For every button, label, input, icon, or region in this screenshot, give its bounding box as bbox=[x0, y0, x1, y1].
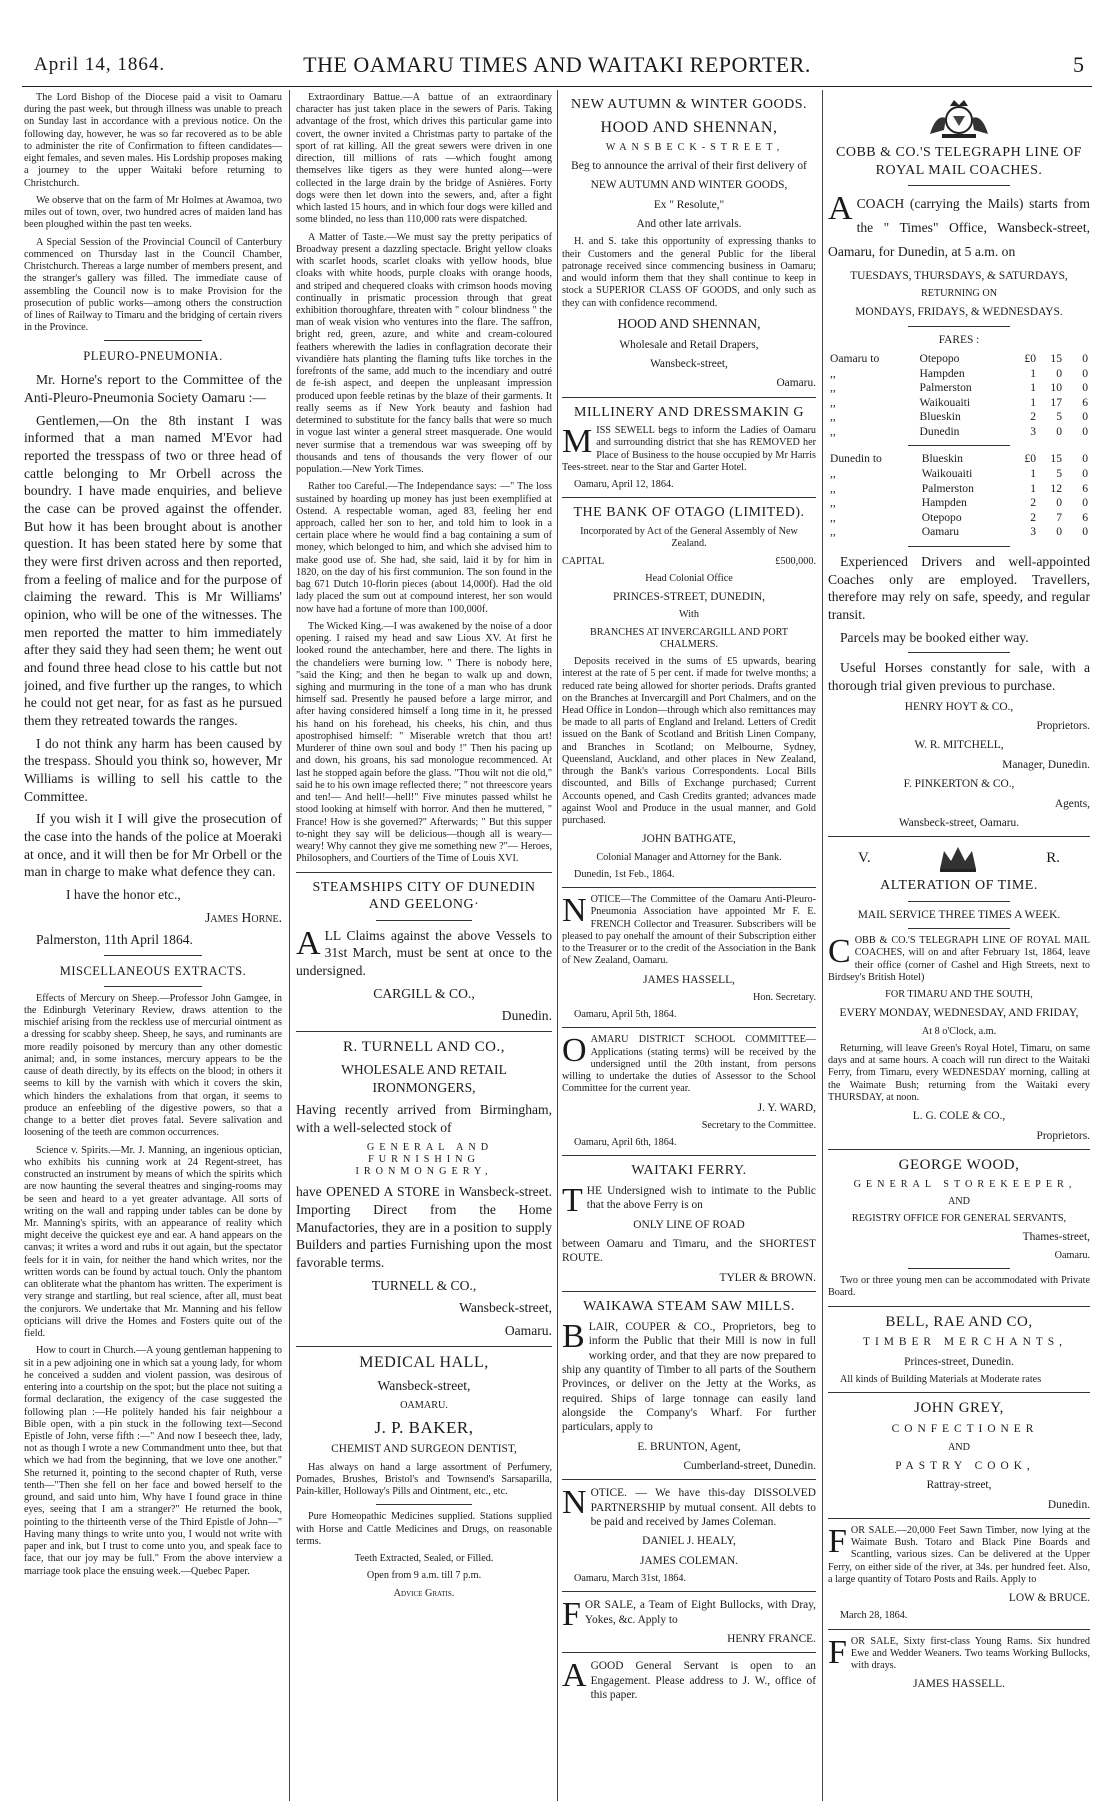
fare-pounds: 1 bbox=[1030, 366, 1036, 380]
steamship-ad bbox=[296, 924, 552, 1025]
divider bbox=[908, 928, 1010, 929]
wood-address: Thames-street, bbox=[1022, 1231, 1090, 1244]
ferry-body: HE Undersigned wish to intimate to the Public that the above Ferry is on bbox=[586, 1185, 816, 1212]
divider bbox=[908, 901, 1010, 902]
school-body: AMARU DISTRICT SCHOOL COMMITTEE—Applications (stating terms) will be received by the undersigned until the 20th instant, from persons willing to undertake the duties of Assessor to the School Committee for the current year. bbox=[562, 1034, 816, 1095]
fare-from: ,, bbox=[830, 366, 836, 380]
cobb-body: Parcels may be booked either way. bbox=[840, 629, 1029, 645]
grey-subheading: CONFECTIONER bbox=[891, 1423, 1039, 1436]
fare-pence: 6 bbox=[1082, 481, 1088, 495]
steamship-place: Dunedin. bbox=[501, 1008, 552, 1024]
notice-signature: Hon. Secretary. bbox=[753, 991, 816, 1003]
fare-pence: 0 bbox=[1082, 525, 1088, 539]
fare-from: Oamaru to bbox=[830, 351, 880, 365]
dropcap: B bbox=[562, 1317, 585, 1355]
ferry-ad bbox=[562, 1184, 816, 1285]
column-2 bbox=[296, 92, 552, 1803]
cobb-signature: Agents, bbox=[1054, 797, 1090, 810]
fare-pence: 0 bbox=[1082, 496, 1088, 510]
turnell-address: Wansbeck-street, bbox=[459, 1300, 552, 1316]
sawmill-signature: E. BRUNTON, Agent, bbox=[637, 1440, 741, 1453]
pleuro-paragraph: Gentlemen,—On the 8th instant I was informed that a man named M'Evor had reported the tresspass of two or three head of cattle belonging to Mr Orbell across the boundry. I have made enquiries, and believe the case can be proved against the offender. But how it has been brought about is another question. It has been stated here by some that they were first driven across and then reported, from a feeling of malice and for the purpose of claiming the reward. This is Mr Williams' opinion, who will be one of the witnesses. The men reported the matter to him immediately after they said they had seen them; he went out and found three head close to his cattle but not joined, and five further up the ranges, to which he could not get near, for as fast as he pursued them they retreated towards the ranges. bbox=[24, 412, 282, 728]
fare-destination: Hampden bbox=[919, 366, 965, 380]
cobb-body: Useful Horses constantly for sale, with a thorough trial given previous to purchase. bbox=[828, 660, 1090, 694]
pleuro-signature: James Horne. bbox=[205, 909, 282, 925]
cobb-days: MONDAYS, FRIDAYS, & WEDNESDAYS. bbox=[855, 306, 1063, 319]
fare-destination: Palmerston bbox=[921, 481, 974, 495]
page-number: 5 bbox=[1073, 52, 1084, 77]
ferry-signature: TYLER & BROWN. bbox=[719, 1271, 816, 1284]
divider bbox=[828, 1392, 1090, 1393]
bank-office: Head Colonial Office bbox=[645, 572, 733, 584]
pleuro-paragraph: I do not think any harm has been caused by the trespass. Should you think so, however, Mr Williams is willing to sell his cattle to the Committee. bbox=[24, 735, 282, 804]
fare-from: Dunedin to bbox=[830, 452, 882, 466]
dropcap: A bbox=[296, 924, 321, 962]
divider bbox=[562, 1027, 816, 1028]
mail-days: EVERY MONDAY, WEDNESDAY, AND FRIDAY, bbox=[839, 1007, 1079, 1020]
bank-date: Dunedin, 1st Feb., 1864. bbox=[574, 868, 675, 880]
cobb-signature: W. R. MITCHELL, bbox=[914, 739, 1004, 752]
bell-subheading: TIMBER MERCHANTS, bbox=[863, 1336, 1067, 1349]
fare-from: ,, bbox=[830, 496, 836, 510]
divider bbox=[828, 1629, 1090, 1630]
school-ad bbox=[562, 1034, 816, 1149]
divider bbox=[908, 652, 1010, 653]
wood-subheading: REGISTRY OFFICE FOR GENERAL SERVANTS, bbox=[851, 1213, 1067, 1225]
grey-address: Rattray-street, bbox=[926, 1479, 992, 1492]
divider bbox=[562, 497, 816, 498]
fare-pounds: 2 bbox=[1030, 410, 1036, 424]
servant-body: GOOD General Servant is open to an Engagement. Please address to J. W., office of this paper. bbox=[590, 1660, 816, 1702]
bank-branches: BRANCHES AT INVERCARGILL AND PORT CHALMERS. bbox=[589, 626, 789, 650]
divider bbox=[296, 1031, 552, 1032]
misc-extract: A Matter of Taste.—We must say the pretty peripatics of Broadway present a dazzling spectacle. Bright yellow cloaks with scarlet hoods, scarlet cloaks with yellow hoods, blue cloaks with white hoods, purple cloaks with orange hoods, and striped and chequered cloaks with crimson hoods moving continually in prismatic procession through that great exhibition thoroughfare, threaten with " colour blindness " the man of weak vision who ventures into the flare. The saffron, bright red, green, azure, and white and cream-coloured feathers wherewith the ladies in conflagration decorate their vivandière hats planting the flaming tufts like torches in the forefronts of the same, add much to the incendiary and outré de fe-ish aspect, and deepen the unpleasant impression produced upon feeble retinas by the blaze of their garments. It really seems as if New York beauty and fashion had determined to substitute for the fancy balls that were so much in vogue last winter a general street masquerade. One would never surmise that a tremendous war was sweeping off by thousands and tens of thousands the very flower of our population.—New York Times. bbox=[296, 231, 552, 476]
vr-left: V. bbox=[858, 849, 871, 866]
divider bbox=[376, 920, 472, 921]
fare-pence: 6 bbox=[1082, 510, 1088, 524]
fare-destination: Dunedin bbox=[919, 424, 960, 438]
fare-from: ,, bbox=[830, 410, 836, 424]
fare-row bbox=[828, 511, 1090, 526]
dropcap: O bbox=[562, 1032, 587, 1070]
fare-row bbox=[828, 396, 1090, 411]
fare-pence: 0 bbox=[1082, 452, 1088, 466]
baker-advice: Advice Gratis. bbox=[393, 1587, 455, 1599]
sawmill-title: WAIKAWA STEAM SAW MILLS. bbox=[583, 1299, 795, 1315]
medical-hall-street: Wansbeck-street, bbox=[377, 1377, 471, 1393]
turnell-heading: R. TURNELL AND CO., bbox=[342, 1039, 505, 1056]
divider bbox=[562, 1591, 816, 1592]
fare-destination: Waikouaiti bbox=[919, 395, 971, 409]
bank-body: Deposits received in the sums of £5 upwards, bearing interest at the rate of 5 per cent. if made for twelve months; a reduced rate being allowed for shorter periods. Drafts granted on the Branches at Invercargill and Port Chalmers, and on the Head Office in London—through which also remittances may be made to all parts of England and Ireland. Letters of Credit issued on the Bank of Scotland and British Linen Company, and Branches in Scotland; on Melbourne, Sydney, Queensland, Auckland, and other places in New Zealand, through the Bank's various Correspondents. Local Bills discounted, and Bills of Exchange purchased; Current Accounts opened, and Cash Credits granted; advances made against Wool and Produce in the usual manner, and Gold purchased. bbox=[562, 656, 816, 827]
fare-shillings: 0 bbox=[1056, 525, 1062, 539]
servant-ad bbox=[562, 1659, 816, 1702]
cobb-signature: HENRY HOYT & CO., bbox=[904, 700, 1014, 713]
dropcap: F bbox=[562, 1596, 581, 1634]
issue-date: April 14, 1864. bbox=[34, 54, 166, 75]
fare-row bbox=[828, 525, 1090, 540]
fare-pence: 6 bbox=[1082, 395, 1088, 409]
misc-extract: Science v. Spirits.—Mr. J. Manning, an ingenious optician, who exhibits his cunning work at 24 Regent-street, has constructed an instrument by means of which the spirits which are now haunting the several theatres and singing-rooms may be seen and heard to a yet greater advantage. All sorts of writing on the wall and rapping under tables can be done by Mr. Manning's spirits, with an appearance of reality which might deceive the quickest eye and ear. A hand appears on the canvas; it writes a word and rubs it out again, but the spectator feels for it in vain, for neither the hand which writes, nor the written words can be found by actual touch. Only the phantom can obliterate what the phantom has written. The experiment is very strange and startling, but real science, after all, must beat the conjurors. We undertake that Mr. Manning and his fellow opticians will drive the Homes and Fosters quite out of the field. bbox=[24, 1144, 282, 1340]
turnell-stock: GENERAL AND FURNISHING IRONMONGERY, bbox=[355, 1141, 494, 1178]
dissolution-signature: JAMES COLEMAN. bbox=[639, 1554, 739, 1567]
mail-destination: FOR TIMARU AND THE SOUTH, bbox=[885, 989, 1033, 1001]
divider bbox=[562, 1652, 816, 1653]
cobb-title: COBB & CO.'S TELEGRAPH LINE OF ROYAL MAIL COACHES. bbox=[836, 145, 1082, 178]
divider bbox=[376, 1504, 472, 1505]
fare-from: ,, bbox=[830, 424, 836, 438]
cobb-signature: Manager, Dunedin. bbox=[1002, 758, 1090, 771]
column-rule bbox=[289, 90, 290, 1801]
fare-destination: Blueskin bbox=[921, 452, 963, 466]
misc-title: MISCELLANEOUS EXTRACTS. bbox=[59, 964, 247, 979]
turnell-subheading: WHOLESALE AND RETAIL IRONMONGERS, bbox=[341, 1062, 507, 1095]
medical-hall-town: OAMARU. bbox=[400, 1399, 448, 1411]
bank-signature: Colonial Manager and Attorney for the Bank. bbox=[596, 851, 782, 863]
sawmill-body: LAIR, COUPER & CO., Proprietors, beg to inform the Public that their Mill is now in full working order, and that they are now prepared to ship any quantity of Timber to all parts of the Southern Provinces, or deliver on the Jetty at the Works, as required. Ships of large tonnage can easily land alongside the Company's Wharf. For further particulars, apply to bbox=[562, 1320, 816, 1434]
fare-pounds: £0 bbox=[1024, 452, 1036, 466]
mail-body: Returning, will leave Green's Royal Hotel, Timaru, on same days and at same hours. A coach will run direct to the Waitaki Ferry, from Timaru, every WEDNESDAY morning, calling at the Waimate Bush; returning from the Waitaki every THURSDAY, at noon. bbox=[828, 1043, 1090, 1103]
baker-body: Pure Homeopathic Medicines supplied. Stations supplied with Horse and Cattle Medicines and Drugs, on reasonable terms. bbox=[296, 1511, 552, 1547]
dropcap: M bbox=[562, 423, 593, 461]
timber-signature: LOW & BRUCE. bbox=[1008, 1592, 1090, 1605]
dropcap: A bbox=[562, 1657, 587, 1695]
divider bbox=[104, 986, 202, 987]
fare-pence: 0 bbox=[1082, 424, 1088, 438]
bank-capital bbox=[562, 556, 816, 568]
pleuro-place: Palmerston, 11th April 1864. bbox=[36, 932, 193, 948]
grey-subheading: PASTRY COOK, bbox=[895, 1459, 1035, 1472]
fare-shillings: 17 bbox=[1050, 395, 1062, 409]
fare-from: ,, bbox=[830, 525, 836, 539]
fare-row bbox=[828, 367, 1090, 382]
fare-destination: Otepopo bbox=[921, 510, 962, 524]
timber-date: March 28, 1864. bbox=[840, 1610, 908, 1622]
local-news-holmes: We observe that on the farm of Mr Holmes at Awamoa, two miles out of town, over, two hundred acres of maiden land has been ploughed within the past ten weeks. bbox=[24, 194, 282, 231]
mail-title: MAIL SERVICE THREE TIMES A WEEK. bbox=[857, 908, 1061, 921]
fare-row bbox=[828, 425, 1090, 440]
millinery-body: ISS SEWELL begs to inform the Ladies of Oamaru and surrounding district that she has REMOVED her Place of Business to the house occupied by Mr Harris Tees-street. near to the Star and Garter Hotel. bbox=[562, 425, 816, 473]
local-news-council: A Special Session of the Provincial Council of Canterbury commenced on Thursday last in the Council Chamber, Christchurch. Thereas a large number of members present, and the stranger's gallery was filled. The immediate cause of assembling the Council now is to make Provision for the prosecution of public works—among others the construction of lines of Railway to Timaru and the bridging of certain rivers in the Province. bbox=[24, 236, 282, 334]
dropcap: C bbox=[828, 933, 851, 971]
header-rule bbox=[22, 86, 1092, 87]
misc-extract: Extraordinary Battue.—A battue of an extraordinary character has just taken place in the sewers of Paris. Taking advantage of the frost, which drives this particular game into covert, the owner invited a Christmas party to partake of the sport of rat killing. All the great sewers were driven in one direction, till millions of rats —which fought among themselves like tigers as they were hunted along—were collected in the large drain by the bridge of Asnières. Forty dogs were then let down into the sewers, and, after a fight which lasted 15 hours, and in which four dogs were killed and some blinded, no less than 110,000 rats were dispatched. bbox=[296, 92, 552, 226]
baker-hours: Open from 9 a.m. till 7 p.m. bbox=[366, 1570, 482, 1582]
hood-street: WANSBECK-STREET, bbox=[605, 141, 785, 153]
cobb-ad bbox=[828, 192, 1090, 268]
fare-destination: Blueskin bbox=[919, 410, 961, 424]
fare-pounds: 1 bbox=[1030, 467, 1036, 481]
bank-otago-title: THE BANK OF OTAGO (LIMITED). bbox=[573, 505, 805, 521]
divider bbox=[562, 1291, 816, 1292]
cobb-body: COACH (carrying the Mails) starts from the " Times" Office, Wansbeck-street, Oamaru, for Dunedin, at 5 a.m. on bbox=[828, 196, 1090, 259]
fare-destination: Hampden bbox=[921, 496, 967, 510]
fare-row bbox=[828, 482, 1090, 497]
mail-time: At 8 o'Clock, a.m. bbox=[921, 1025, 997, 1037]
fare-shillings: 5 bbox=[1056, 467, 1062, 481]
dissolution-signature: DANIEL J. HEALY, bbox=[642, 1535, 736, 1548]
fare-pounds: 1 bbox=[1030, 381, 1036, 395]
fare-shillings: 15 bbox=[1050, 351, 1062, 365]
fare-pence: 0 bbox=[1082, 351, 1088, 365]
fare-destination: Oamaru bbox=[921, 525, 960, 539]
divider bbox=[828, 1518, 1090, 1519]
fare-shillings: 7 bbox=[1056, 510, 1062, 524]
divider bbox=[908, 326, 1010, 327]
fare-shillings: 5 bbox=[1056, 410, 1062, 424]
fare-shillings: 0 bbox=[1056, 496, 1062, 510]
hood-body: H. and S. take this opportunity of expressing thanks to their Customers and the general Public for the liberal patronage received since commencing business in Oamaru; and would inform them that they shall continue to keep in stock a SUPERIOR CLASS OF GOODS, and only such as they can with confidence recommend. bbox=[562, 236, 816, 309]
royal-arms-icon bbox=[924, 96, 994, 140]
fare-pounds: £0 bbox=[1024, 351, 1036, 365]
rams-body: OR SALE, Sixty first-class Young Rams. Six hundred Ewe and Wedder Weaners. Two teams Working Bullocks, with drays. bbox=[850, 1635, 1090, 1672]
sawmill-signature: Cumberland-street, Dunedin. bbox=[683, 1460, 816, 1473]
fare-pounds: 1 bbox=[1030, 481, 1036, 495]
pleuro-paragraph: If you wish it I will give the prosecution of the case into the hands of the police at Moeraki at once, and it will then be for Mr Orbell or the man in charge to make what defence they can. bbox=[24, 811, 282, 880]
bell-body: All kinds of Building Materials at Moderate rates bbox=[840, 1374, 1042, 1386]
fare-row bbox=[828, 381, 1090, 396]
divider bbox=[104, 340, 202, 341]
bank-capital-value: £500,000. bbox=[775, 555, 816, 567]
steamship-signature: CARGILL & CO., bbox=[373, 985, 475, 1001]
divider bbox=[562, 1155, 816, 1156]
fare-shillings: 12 bbox=[1050, 481, 1062, 495]
divider bbox=[828, 1149, 1090, 1150]
steamship-title: STEAMSHIPS CITY OF DUNEDIN AND GEELONG· bbox=[312, 879, 536, 913]
cobb-returning: RETURNING ON bbox=[920, 287, 998, 299]
baker-subheading: CHEMIST AND SURGEON DENTIST, bbox=[331, 1443, 517, 1456]
bullocks-body: OR SALE, a Team of Eight Bullocks, with Dray, Yokes, &c. Apply to bbox=[584, 1599, 816, 1626]
fare-shillings: 10 bbox=[1050, 381, 1062, 395]
notice-body: OTICE—The Committee of the Oamaru Anti-Pleuro-Pneumonia Association have appointed Mr F. E. FRENCH Collector and Treasurer. Subscribers will be pleased to pay onehalf the amount of their Subscription either to the Treasurer or to the credit of the Association in the Bank of New Zealand, Oamaru. bbox=[562, 894, 816, 967]
fare-from: ,, bbox=[830, 395, 836, 409]
fare-shillings: 15 bbox=[1050, 452, 1062, 466]
divider bbox=[908, 1268, 1010, 1269]
fare-destination: Otepopo bbox=[919, 351, 960, 365]
divider bbox=[562, 1479, 816, 1480]
dropcap: N bbox=[562, 892, 587, 930]
divider bbox=[908, 185, 1010, 186]
rams-ad bbox=[828, 1633, 1090, 1692]
mail-ad bbox=[828, 935, 1090, 989]
crown-icon bbox=[936, 843, 980, 873]
dropcap: F bbox=[828, 1633, 847, 1671]
fares-table-oamaru bbox=[828, 352, 1090, 440]
misc-extract: The Wicked King.—I was awakened by the noise of a door opening. I raised my head and saw Lious XV. At first he looked round the antechamber, here and there. The lights in the chandeliers were burning low. " There is nobody here, "said the King; and then he began to walk up and down, sighing and murmuring in the tone of a man who has drunk himself sad. Presently he paused before a large mirror, and after having considered himself a long time in it, he pressed his hand on his forehead, his cheeks, his chin, and thus apostrophised himself: " Miserable wretch that thou art! Murderer of thine own soul and body !" Then his pacing up and down, his groans, his sad monologue recommenced. At last he stopped again before the glass. "Thou wilt not die old," said he to his own image reflected there; " not threescore years and ten!— And hell!—hell!" Five minutes passed whilst he stood looking at himself with horror. And then he muttered, " France! How is she governed?" Afterwards; " But this supper to-night they say will be delicious—though all is weary—weary! Why cannot they give me something new ?"— Heroes, Philosophers, and Courtiers of the Time of Louis XVI. bbox=[296, 620, 552, 865]
misc-extract: How to court in Church.—A young gentleman happening to sit in a pew adjoining one in which sat a young lady, for whom he conceived a sudden and violent passion, was desirous of entering into a courtship on the spot; but the place not suiting a formal declaration, the exigency of the case suggested the following plan :—He politely handed his fair neighbour a Bible open, with a pin stuck in the following text—Second Epistle of John, verse fifth :—" And now I beseech thee, lady, not as though I wrote a new Commandment unto thee, but that which we had from the beginning, that we love one another." She returned it, pointing to the second chapter of Ruth, verse tenth—"Then she fell on her face and bowed herself to the ground, and said unto him, Why have I found grace in thine eyes, seeing that I am a stranger?" He returned the book, pointing to the thirteenth verse of the Third Epistle of John—" Having many things to write unto you, I would not write with paper and ink, but I trust to come unto you, and speak face to face, that our joy may be full." From the above interview a marriage took place the ensuing week.—Quebec Paper. bbox=[24, 1345, 282, 1577]
fare-row bbox=[828, 467, 1090, 482]
mail-signature: L. G. COLE & CO., bbox=[912, 1110, 1006, 1123]
cobb-signature: F. PINKERTON & CO., bbox=[903, 778, 1015, 791]
notice-ad bbox=[562, 894, 816, 1021]
grey-heading: JOHN GREY, bbox=[914, 1400, 1004, 1417]
dissolution-date: Oamaru, March 31st, 1864. bbox=[574, 1573, 687, 1585]
school-date: Oamaru, April 6th, 1864. bbox=[574, 1137, 677, 1149]
fare-pence: 0 bbox=[1082, 410, 1088, 424]
vr-right: R. bbox=[1046, 849, 1060, 866]
fare-row bbox=[828, 496, 1090, 511]
hood-signature: HOOD AND SHENNAN, bbox=[617, 315, 761, 331]
hood-title: NEW AUTUMN & WINTER GOODS. bbox=[570, 97, 808, 112]
bank-with: With bbox=[679, 609, 699, 621]
wood-heading: GEORGE WOOD, bbox=[898, 1156, 1020, 1173]
millinery-title: MILLINERY AND DRESSMAKIN G bbox=[574, 404, 804, 420]
column-rule bbox=[557, 90, 558, 1801]
column-4 bbox=[828, 92, 1090, 1803]
column-1 bbox=[24, 92, 282, 1803]
divider bbox=[104, 955, 202, 956]
mail-body: OBB & CO.'S TELEGRAPH LINE OF ROYAL MAIL COACHES, will on and after February 1st, 1864, leave their office (corner of Cashel and High Streets, next to Birdsey's British Hotel) bbox=[828, 935, 1090, 983]
fare-shillings: 0 bbox=[1056, 366, 1062, 380]
wood-body: Two or three young men can be accommodated with Private Board. bbox=[828, 1275, 1090, 1299]
fare-from: ,, bbox=[830, 510, 836, 524]
alteration-title: ALTERATION OF TIME. bbox=[880, 878, 1038, 894]
cobb-body: Experienced Drivers and well-appointed Coaches only are employed. Travellers, therefore may rely on safe, speedy, and regular transit. bbox=[828, 554, 1090, 623]
fare-from: ,, bbox=[830, 467, 836, 481]
fare-pounds: 2 bbox=[1030, 510, 1036, 524]
hood-signature: Oamaru. bbox=[776, 377, 816, 390]
hood-body: Beg to announce the arrival of their first delivery of bbox=[571, 160, 807, 173]
divider bbox=[562, 887, 816, 888]
mail-signature: Proprietors. bbox=[1036, 1129, 1090, 1142]
divider bbox=[908, 546, 1010, 547]
millinery-ad bbox=[562, 425, 816, 491]
bank-capital-label: CAPITAL bbox=[562, 555, 605, 567]
sawmill-ad bbox=[562, 1317, 816, 1474]
millinery-date: Oamaru, April 12, 1864. bbox=[574, 479, 674, 491]
ferry-title: WAITAKI FERRY. bbox=[631, 1163, 747, 1179]
baker-body: Has always on hand a large assortment of Perfumery, Pomades, Brushes, Bristol's and Townsend's Sarsaparilla, Pain-killer, Holloway's Pills and Ointment, etc., etc. bbox=[296, 1461, 552, 1498]
misc-extract: Rather too Careful.—The Independance says: —" The loss sustained by hoarding up money has just been exemplified at Ostend. A respectable woman, aged 83, feeling her end approach, called her son to her, and told him to look in a certain place where he would find a bag containing a sum of money, which belonged to him, and which she advised him to make good use of. She had, she said, laid it by for him in 1820, on the day of his first communion. The son found in the bag 671 Dutch 10-florin pieces (about 14,000f). Had the old lady placed the sum out at compound interest, her son would now have had a fortune of more than 100,000f. bbox=[296, 481, 552, 615]
ferry-line: ONLY LINE OF ROAD bbox=[633, 1218, 745, 1231]
ferry-body: between Oamaru and Timaru, and the SHORTEST ROUTE. bbox=[562, 1238, 816, 1265]
grey-town: Dunedin. bbox=[1047, 1498, 1090, 1511]
fare-row bbox=[828, 452, 1090, 467]
fare-from: ,, bbox=[830, 381, 836, 395]
divider bbox=[828, 836, 1090, 837]
wood-and: AND bbox=[947, 1196, 971, 1208]
fare-pounds: 3 bbox=[1030, 525, 1036, 539]
bell-address: Princes-street, Dunedin. bbox=[904, 1355, 1014, 1368]
dropcap: T bbox=[562, 1182, 583, 1219]
hood-heading: HOOD AND SHENNAN, bbox=[600, 118, 778, 136]
pleuro-title: PLEURO-PNEUMONIA. bbox=[83, 349, 223, 364]
fares-table-dunedin bbox=[828, 452, 1090, 540]
bullocks-signature: HENRY FRANCE. bbox=[727, 1633, 816, 1646]
newspaper-title: THE OAMARU TIMES AND WAITAKI REPORTER. bbox=[303, 52, 811, 77]
vr-emblem-row bbox=[828, 843, 1090, 873]
fares-title: FARES : bbox=[938, 333, 980, 346]
hood-signature: Wansbeck-street, bbox=[650, 357, 728, 370]
turnell-body: Having recently arrived from Birmingham, with a well-selected stock of bbox=[296, 1102, 552, 1136]
fare-pence: 0 bbox=[1082, 366, 1088, 380]
local-news-bishop: The Lord Bishop of the Diocese paid a visit to Oamaru during the past week, but through illness was unable to preach on Sunday last in accordance with a previous notice. On the following day, however, he was so far recovered as to be able to administer the rite of Confirmation to fifteen candidates—eight females, and seven males. His Lordship proposes making a journey to the upper Waitaki before returning to Christchurch. bbox=[24, 92, 282, 189]
baker-body: Teeth Extracted, Sealed, or Filled. bbox=[354, 1553, 494, 1565]
cobb-days: TUESDAYS, THURSDAYS, & SATURDAYS, bbox=[850, 269, 1068, 282]
cobb-signature: Proprietors. bbox=[1036, 720, 1090, 733]
medical-hall-title: MEDICAL HALL, bbox=[359, 1353, 489, 1371]
turnell-body: have OPENED A STORE in Wansbeck-street. Importing Direct from the Home Manufactories, they are in a position to supply Builders and parties Furnishing upon the most favorable terms. bbox=[296, 1184, 552, 1271]
dropcap: A bbox=[828, 190, 853, 228]
fare-row bbox=[828, 352, 1090, 367]
masthead bbox=[22, 48, 1092, 82]
divider bbox=[296, 1346, 552, 1347]
column-rule bbox=[822, 90, 823, 1801]
bank-street: PRINCES-STREET, DUNEDIN, bbox=[613, 590, 765, 603]
divider bbox=[908, 445, 1010, 446]
dropcap: F bbox=[828, 1522, 847, 1560]
divider bbox=[562, 397, 816, 398]
fare-pounds: 1 bbox=[1030, 395, 1036, 409]
cobb-signature: Wansbeck-street, Oamaru. bbox=[898, 816, 1020, 829]
rams-signature: JAMES HASSELL. bbox=[913, 1678, 1005, 1691]
bell-heading: BELL, RAE AND CO, bbox=[885, 1313, 1033, 1330]
notice-date: Oamaru, April 5th, 1864. bbox=[574, 1009, 677, 1021]
timber-ad bbox=[828, 1522, 1090, 1623]
hood-other: And other late arrivals. bbox=[636, 218, 742, 231]
notice-signature: JAMES HASSELL, bbox=[643, 973, 735, 986]
bank-incorporation: Incorporated by Act of the General Assembly of New Zealand. bbox=[580, 526, 798, 550]
dissolution-body: OTICE. — We have this-day DISSOLVED PARTNERSHIP by mutual consent. All debts to be paid and received by James Coleman. bbox=[590, 1487, 816, 1529]
dissolution-ad bbox=[562, 1486, 816, 1585]
wood-town: Oamaru. bbox=[1054, 1249, 1090, 1261]
fare-row bbox=[828, 410, 1090, 425]
wood-subheading: GENERAL STOREKEEPER, bbox=[853, 1178, 1077, 1190]
turnell-signature: TURNELL & CO., bbox=[371, 1277, 477, 1293]
school-signature: J. Y. WARD, bbox=[757, 1101, 816, 1114]
steamship-body: LL Claims against the above Vessels to 31st March, must be sent at once to the undersigned. bbox=[296, 927, 552, 979]
pleuro-intro: Mr. Horne's report to the Committee of the Anti-Pleuro-Pneumonia Society Oamaru :— bbox=[24, 372, 282, 405]
school-signature: Secretary to the Committee. bbox=[701, 1119, 816, 1131]
hood-signature: Wholesale and Retail Drapers, bbox=[619, 338, 759, 351]
timber-body: OR SALE.—20,000 Feet Sawn Timber, now lying at the Waimate Bush. Totaro and Black Pine Boards and Scantling, various sizes. Can be delivered at the Upper Ferry, on either side of the river, at 34s. per hundred feet. Also, a large quantity of Totaro Posts and Rails. Apply to bbox=[828, 1524, 1090, 1585]
bullocks-ad bbox=[562, 1598, 816, 1646]
hood-goods: NEW AUTUMN AND WINTER GOODS, bbox=[590, 179, 788, 192]
pleuro-closing: I have the honor etc., bbox=[66, 887, 181, 903]
fare-shillings: 0 bbox=[1056, 424, 1062, 438]
fare-destination: Palmerston bbox=[919, 381, 972, 395]
misc-extract: Effects of Mercury on Sheep.—Professor John Gamgee, in the Edinburgh Veterinary Review, draws attention to the mischief arising from the reckless use of mercurial ointment as a dressing for scabby sheep. Sheep, he says, and ruminants are more readily poisoned by mercury than any other domestic animal; and, in some instances, mercury appears to be the cause of death directly, by its effects on the blood; in others it seems to kill by the varnish with which it covers the skin, which hinders the exhalations from that organ, it seems to produce an enfeebling of the digestive powers, so that a change to a better diet proves fatal. Severe salivation and loosening of the teeth are common occurrences. bbox=[24, 992, 282, 1139]
fare-pounds: 2 bbox=[1030, 496, 1036, 510]
fare-pounds: 3 bbox=[1030, 424, 1036, 438]
bank-signature: JOHN BATHGATE, bbox=[642, 833, 736, 846]
fare-pence: 0 bbox=[1082, 381, 1088, 395]
fare-pence: 0 bbox=[1082, 467, 1088, 481]
divider bbox=[828, 1306, 1090, 1307]
fare-from: ,, bbox=[830, 481, 836, 495]
dropcap: N bbox=[562, 1484, 587, 1522]
divider bbox=[296, 872, 552, 873]
hood-ex: Ex " Resolute," bbox=[653, 198, 725, 211]
turnell-town: Oamaru. bbox=[504, 1323, 552, 1339]
baker-heading: J. P. BAKER, bbox=[374, 1417, 474, 1437]
fare-destination: Waikouaiti bbox=[921, 467, 973, 481]
column-3 bbox=[562, 92, 816, 1803]
grey-and: AND bbox=[947, 1441, 971, 1453]
